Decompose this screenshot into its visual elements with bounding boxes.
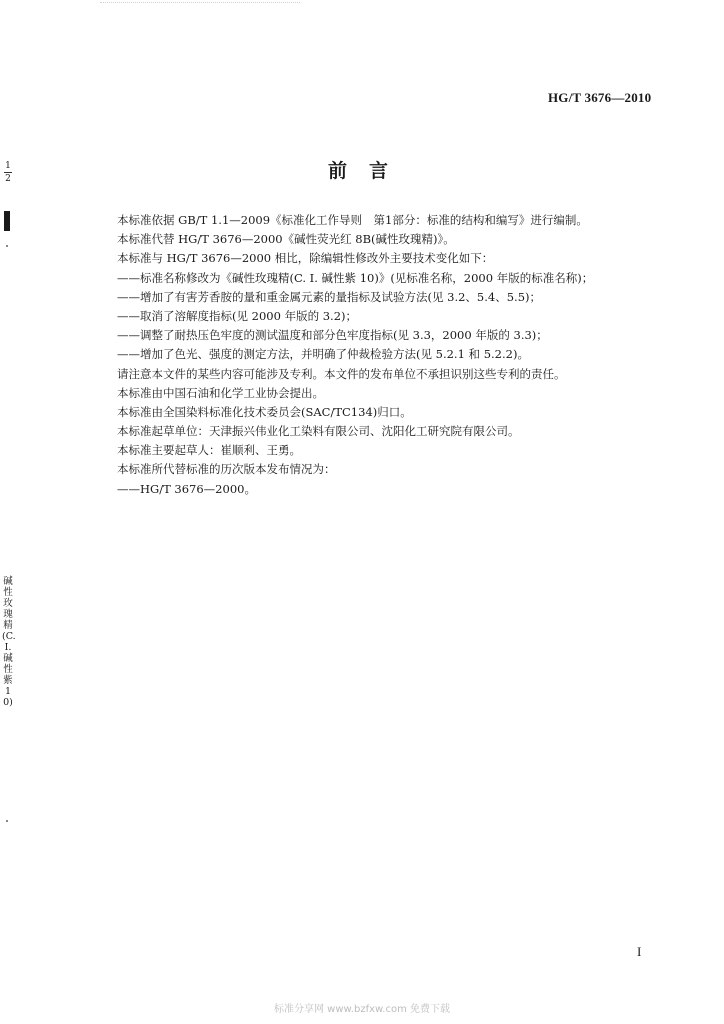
margin-fraction-bottom: 2 (5, 174, 11, 184)
body-line: 本标准与 HG/T 3676—2000 相比，除编辑性修改外主要技术变化如下： (117, 251, 494, 266)
body-line: 本标准依据 GB/T 1.1—2009《标准化工作导则 第1部分：标准的结构和编写》进行编制。 (117, 213, 588, 227)
foreword-body (117, 211, 637, 499)
watermark-text: 标准分享网 www.bzfxw.com 免费下载 (274, 1004, 450, 1015)
body-line: ——标准名称修改为《碱性玫瑰精(C. I. 碱性紫 10)》(见标准名称，2000 年版的标准名称)； (117, 270, 594, 285)
body-line: ——增加了色光、强度的测定方法，并明确了仲裁检验方法(见 5.2.1 和 5.2.2)。 (117, 347, 529, 362)
body-line: 本标准主要起草人：崔顺利、王勇。 (117, 443, 301, 458)
margin-marker (4, 211, 10, 231)
margin-fraction-top: 1 (5, 161, 11, 171)
margin-tick (6, 245, 8, 247)
fraction-bar (4, 172, 12, 173)
side-title: 碱性玫瑰精(C.I.碱性紫10) (2, 576, 16, 708)
page-number: I (637, 944, 642, 959)
body-line: 本标准所代替标准的历次版本发布情况为： (117, 462, 336, 477)
body-line: ——增加了有害芳香胺的量和重金属元素的量指标及试验方法(见 3.2、5.4、5.5)； (117, 289, 541, 304)
body-line: 本标准代替 HG/T 3676—2000《碱性荧光红 8B(碱性玫瑰精)》。 (117, 232, 455, 247)
body-line: ——取消了溶解度指标(见 2000 年版的 3.2)； (117, 308, 357, 323)
margin-tick (6, 820, 8, 822)
margin-fraction (3, 161, 13, 184)
body-line: ——HG/T 3676—2000。 (117, 481, 256, 496)
page-title: 前言 (328, 160, 411, 182)
body-line: 本标准由中国石油和化学工业协会提出。 (117, 385, 324, 400)
scan-artifact (100, 2, 300, 5)
body-line: 请注意本文件的某些内容可能涉及专利。本文件的发布单位不承担识别这些专利的责任。 (117, 366, 566, 381)
body-line: 本标准起草单位：天津振兴伟业化工染料有限公司、沈阳化工研究院有限公司。 (117, 424, 520, 439)
standard-code: HG/T 3676—2010 (548, 90, 652, 105)
body-line: 本标准由全国染料标准化技术委员会(SAC/TC134)归口。 (117, 404, 412, 419)
body-line: ——调整了耐热压色牢度的测试温度和部分色牢度指标(见 3.3，2000 年版的 3.3)； (117, 328, 548, 343)
